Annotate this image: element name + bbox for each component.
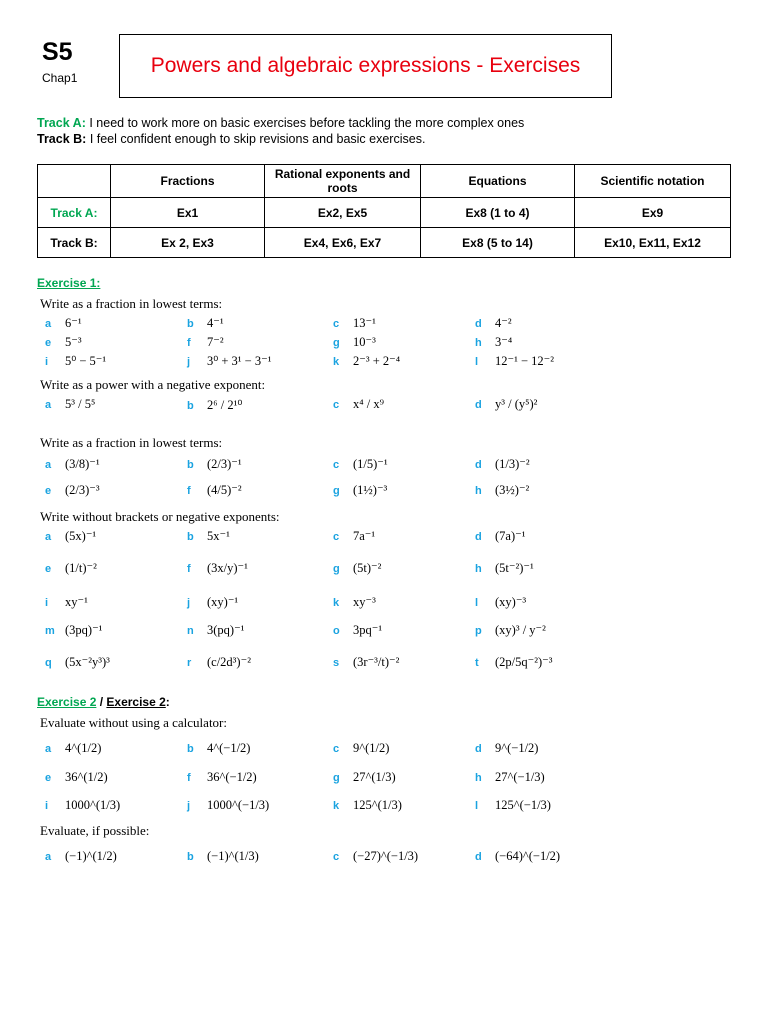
item-letter: d — [475, 531, 482, 543]
item-letter: h — [475, 485, 482, 497]
item-letter: j — [187, 356, 191, 368]
item-letter: f — [187, 337, 191, 349]
exercise-item — [45, 353, 106, 369]
item-letter: f — [187, 563, 191, 575]
table-row — [38, 228, 731, 258]
exercise-item — [45, 849, 117, 864]
table-row — [38, 198, 731, 228]
table-cell: Ex9 — [575, 198, 731, 228]
item-expression: (2/3)⁻³ — [65, 483, 100, 497]
item-expression: 2⁻³ + 2⁻⁴ — [353, 354, 401, 368]
item-letter: h — [475, 563, 482, 575]
item-expression: (3r⁻³/t)⁻² — [353, 655, 400, 669]
item-expression: (−64)^(−1/2) — [495, 849, 561, 863]
item-expression: 7a⁻¹ — [353, 529, 376, 543]
exercise-2-heading — [37, 695, 170, 709]
item-letter: d — [475, 459, 482, 471]
item-expression: 1000^(−1/3) — [207, 798, 270, 812]
item-letter: n — [187, 625, 194, 637]
item-expression: x⁴ / x⁹ — [353, 397, 384, 411]
exercise-item — [187, 622, 244, 638]
item-letter: h — [475, 337, 482, 349]
exercise-item — [475, 397, 537, 412]
item-expression: 27^(−1/3) — [495, 770, 545, 784]
item-letter: b — [187, 743, 194, 755]
item-expression: 125^(1/3) — [353, 798, 402, 812]
item-letter: d — [475, 318, 482, 330]
exercise-item — [187, 594, 238, 610]
item-letter: f — [187, 485, 191, 497]
track-a-label: Track A: — [37, 116, 86, 130]
exercise-item — [475, 353, 554, 369]
exercise-item — [45, 798, 120, 813]
exercise-2-heading-sep: / — [96, 695, 107, 709]
exercise-item — [475, 741, 538, 756]
item-expression: (5t⁻²)⁻¹ — [495, 561, 534, 575]
exercise-item — [187, 528, 230, 544]
item-letter: c — [333, 531, 340, 543]
exercise-item — [333, 560, 381, 576]
item-letter: l — [475, 356, 479, 368]
item-expression: 3⁰ + 3¹ − 3⁻¹ — [207, 354, 272, 368]
item-letter: m — [45, 625, 55, 637]
item-letter: j — [187, 800, 191, 812]
exercise-item — [45, 622, 102, 638]
exercise-item — [475, 482, 529, 498]
item-expression: (3/8)⁻¹ — [65, 457, 100, 471]
item-expression: y³ / (y⁵)² — [495, 397, 538, 411]
item-letter: e — [45, 485, 52, 497]
table-cell: Track A: — [38, 198, 111, 228]
item-expression: (1/3)⁻² — [495, 457, 530, 471]
exercise-item — [45, 456, 100, 472]
exercise-item — [187, 849, 259, 864]
exercise-item — [475, 560, 534, 576]
item-letter: p — [475, 625, 482, 637]
instruction: Evaluate, if possible: — [40, 823, 150, 838]
instruction: Write as a fraction in lowest terms: — [40, 296, 223, 311]
exercise-item — [45, 594, 88, 610]
exercise-item — [45, 482, 100, 498]
exercise-item — [333, 741, 389, 756]
item-letter: i — [45, 597, 49, 609]
item-expression: 9^(−1/2) — [495, 741, 539, 755]
item-letter: i — [45, 356, 49, 368]
item-expression: 10⁻³ — [353, 335, 376, 349]
item-letter: c — [333, 459, 340, 471]
item-expression: (1½)⁻³ — [353, 483, 388, 497]
item-expression: 4^(−1/2) — [207, 741, 251, 755]
exercise-2-heading-black: Exercise 2 — [106, 695, 166, 709]
item-letter: c — [333, 399, 340, 411]
exercise-item — [45, 741, 101, 756]
exercise-item — [333, 528, 375, 544]
item-letter: a — [45, 318, 52, 330]
exercise-item — [45, 770, 108, 785]
item-letter: g — [333, 772, 340, 784]
exercise-item — [187, 397, 242, 413]
item-expression: 2⁶ / 2¹⁰ — [207, 398, 243, 412]
item-expression: 27^(1/3) — [353, 770, 396, 784]
chapter-label: Chap1 — [42, 71, 78, 85]
item-expression: (xy)⁻¹ — [207, 595, 239, 609]
table-cell: Ex 2, Ex3 — [111, 228, 265, 258]
item-letter: e — [45, 337, 52, 349]
item-letter: g — [333, 563, 340, 575]
item-letter: b — [187, 459, 194, 471]
table-cell: Ex8 (1 to 4) — [421, 198, 575, 228]
item-letter: q — [45, 657, 52, 669]
item-expression: (3x/y)⁻¹ — [207, 561, 248, 575]
item-letter: b — [187, 851, 194, 863]
exercise-1-heading — [37, 276, 100, 290]
track-b-text: I feel confident enough to skip revisions and basic exercises. — [86, 132, 426, 146]
exercise-item — [333, 798, 402, 813]
exercise-2-heading-colon: : — [165, 695, 170, 709]
exercise-item — [475, 594, 526, 610]
exercise-item — [45, 315, 82, 331]
item-letter: k — [333, 356, 340, 368]
exercise-item — [475, 654, 553, 670]
item-letter: d — [475, 399, 482, 411]
item-letter: s — [333, 657, 340, 669]
item-expression: 5⁰ − 5⁻¹ — [65, 354, 107, 368]
item-letter: h — [475, 772, 482, 784]
item-expression: 12⁻¹ − 12⁻² — [495, 354, 554, 368]
exercise-item — [333, 622, 382, 638]
track-table — [37, 164, 731, 258]
item-letter: c — [333, 851, 340, 863]
item-expression: xy⁻¹ — [65, 595, 88, 609]
item-letter: g — [333, 337, 340, 349]
item-expression: (2/3)⁻¹ — [207, 457, 242, 471]
exercise-item — [187, 315, 224, 331]
exercise-item — [187, 741, 250, 756]
exercise-item — [333, 334, 376, 350]
exercise-item — [333, 456, 388, 472]
item-letter: a — [45, 743, 52, 755]
item-expression: 3⁻⁴ — [495, 335, 513, 349]
item-letter: k — [333, 597, 340, 609]
item-expression: (1/t)⁻² — [65, 561, 97, 575]
item-letter: g — [333, 485, 340, 497]
exercise-item — [187, 334, 224, 350]
item-letter: b — [187, 400, 194, 412]
exercise-item — [187, 770, 257, 785]
exercise-item — [187, 353, 271, 369]
item-letter: c — [333, 318, 340, 330]
exercise-item — [333, 654, 399, 670]
item-expression: (5t)⁻² — [353, 561, 382, 575]
item-letter: e — [45, 563, 52, 575]
exercise-item — [187, 560, 248, 576]
exercise-2-heading-green: Exercise 2 — [37, 695, 97, 709]
exercise-item — [475, 334, 512, 350]
track-a-description — [37, 116, 524, 130]
instruction: Write as a power with a negative exponent: — [40, 377, 266, 392]
instruction: Write as a fraction in lowest terms: — [40, 435, 223, 450]
item-expression: 6⁻¹ — [65, 316, 82, 330]
item-letter: a — [45, 399, 52, 411]
item-letter: a — [45, 851, 52, 863]
item-expression: (−27)^(−1/3) — [353, 849, 419, 863]
table-header-cell — [38, 165, 111, 198]
item-expression: (−1)^(1/2) — [65, 849, 117, 863]
item-expression: (c/2d³)⁻² — [207, 655, 251, 669]
exercise-item — [475, 315, 512, 331]
table-header-cell: Equations — [421, 165, 575, 198]
exercise-item — [475, 456, 530, 472]
item-expression: 13⁻¹ — [353, 316, 376, 330]
table-cell: Ex1 — [111, 198, 265, 228]
item-letter: l — [475, 597, 479, 609]
item-expression: 1000^(1/3) — [65, 798, 121, 812]
exercise-item — [333, 770, 396, 785]
table-cell: Ex2, Ex5 — [265, 198, 421, 228]
exercise-item — [45, 654, 110, 670]
title-box — [119, 34, 612, 98]
exercise-item — [187, 798, 269, 813]
item-expression: (3½)⁻² — [495, 483, 530, 497]
instruction: Evaluate without using a calculator: — [40, 715, 227, 730]
table-cell: Ex4, Ex6, Ex7 — [265, 228, 421, 258]
item-expression: (4/5)⁻² — [207, 483, 242, 497]
item-expression: 3(pq)⁻¹ — [207, 623, 245, 637]
exercise-item — [333, 315, 376, 331]
exercise-item — [187, 456, 242, 472]
item-expression: 5⁻³ — [65, 335, 82, 349]
table-header-cell: Fractions — [111, 165, 265, 198]
item-letter: d — [475, 851, 482, 863]
exercise-item — [333, 353, 400, 369]
track-b-label: Track B: — [37, 132, 87, 146]
exercise-item — [333, 849, 418, 864]
table-cell: Ex8 (5 to 14) — [421, 228, 575, 258]
item-expression: 9^(1/2) — [353, 741, 390, 755]
item-letter: o — [333, 625, 340, 637]
instruction: Write without brackets or negative exponents: — [40, 509, 280, 524]
item-letter: i — [45, 800, 49, 812]
item-letter: r — [187, 657, 192, 669]
item-expression: (1/5)⁻¹ — [353, 457, 388, 471]
item-expression: (xy)⁻³ — [495, 595, 527, 609]
item-letter: b — [187, 318, 194, 330]
table-header-cell: Scientific notation — [575, 165, 731, 198]
item-letter: c — [333, 743, 340, 755]
item-expression: (2p/5q⁻²)⁻³ — [495, 655, 553, 669]
item-letter: d — [475, 743, 482, 755]
item-letter: f — [187, 772, 191, 784]
item-letter: l — [475, 800, 479, 812]
table-header-cell: Rational exponents and roots — [265, 165, 421, 198]
table-header-row — [38, 165, 731, 198]
table-cell: Track B: — [38, 228, 111, 258]
item-expression: 5³ / 5⁵ — [65, 397, 96, 411]
exercise-item — [475, 622, 546, 638]
track-b-description — [37, 132, 425, 146]
exercise-item — [333, 397, 384, 412]
exercise-item — [333, 594, 376, 610]
exercise-item — [475, 528, 525, 544]
exercise-item — [45, 560, 97, 576]
exercise-item — [187, 654, 251, 670]
exercise-1-heading-text: Exercise 1: — [37, 276, 101, 290]
item-expression: 4⁻² — [495, 316, 512, 330]
item-expression: (3pq)⁻¹ — [65, 623, 103, 637]
exercise-item — [475, 770, 545, 785]
exercise-item — [45, 397, 95, 412]
exercise-item — [475, 849, 560, 864]
item-letter: k — [333, 800, 340, 812]
exercise-item — [45, 528, 96, 544]
item-letter: j — [187, 597, 191, 609]
item-expression: xy⁻³ — [353, 595, 376, 609]
item-expression: 4⁻¹ — [207, 316, 224, 330]
item-expression: 7⁻² — [207, 335, 224, 349]
item-expression: (xy)³ / y⁻² — [495, 623, 546, 637]
exercise-item — [333, 482, 387, 498]
item-expression: 4^(1/2) — [65, 741, 102, 755]
item-expression: 36^(−1/2) — [207, 770, 257, 784]
item-expression: (7a)⁻¹ — [495, 529, 526, 543]
exercise-item — [45, 334, 82, 350]
item-expression: 36^(1/2) — [65, 770, 108, 784]
item-expression: (5x⁻²y³)³ — [65, 655, 110, 669]
exercise-item — [475, 798, 551, 813]
item-letter: t — [475, 657, 479, 669]
item-expression: 125^(−1/3) — [495, 798, 551, 812]
item-expression: 5x⁻¹ — [207, 529, 230, 543]
item-letter: e — [45, 772, 52, 784]
item-letter: a — [45, 531, 52, 543]
track-a-text: I need to work more on basic exercises before tackling the more complex ones — [85, 116, 525, 130]
class-label: S5 — [42, 38, 73, 66]
table-cell: Ex10, Ex11, Ex12 — [575, 228, 731, 258]
exercise-item — [187, 482, 242, 498]
page-title: Powers and algebraic expressions - Exercises — [150, 54, 581, 77]
item-letter: b — [187, 531, 194, 543]
item-expression: (5x)⁻¹ — [65, 529, 97, 543]
item-expression: (−1)^(1/3) — [207, 849, 259, 863]
item-expression: 3pq⁻¹ — [353, 623, 383, 637]
item-letter: a — [45, 459, 52, 471]
